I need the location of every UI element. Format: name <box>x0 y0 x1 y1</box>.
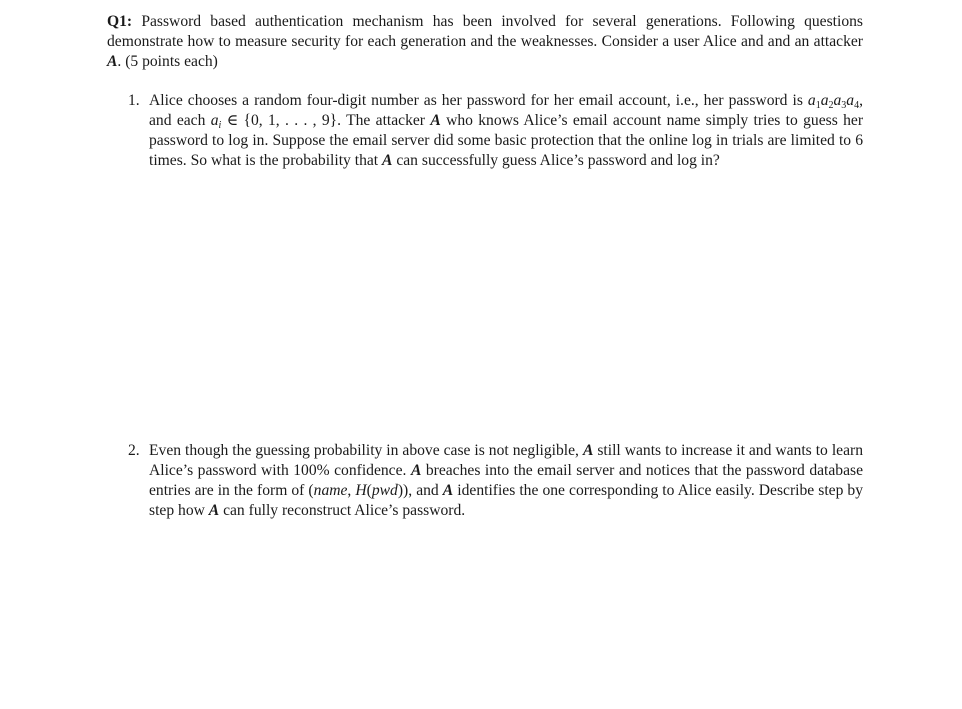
text: Alice chooses a random four-digit number as her password for her email account, i.e., her password is <box>149 92 803 109</box>
question-intro <box>107 12 863 72</box>
digit-variable <box>211 112 222 129</box>
text: . The attacker <box>337 112 425 129</box>
subscript: 3 <box>841 100 847 111</box>
var: pwd <box>371 482 398 499</box>
text: can fully reconstruct Alice’s password. <box>223 502 466 519</box>
var: a <box>833 92 842 109</box>
hash-function: H <box>355 482 367 499</box>
comma: , <box>347 482 356 499</box>
attacker-symbol: A <box>582 442 594 459</box>
question-label: Q1: <box>107 13 133 30</box>
digit-set: ∈ {0, 1, . . . , 9} <box>226 112 338 129</box>
var: a <box>846 92 855 109</box>
password-expression <box>808 92 859 109</box>
attacker-symbol: A <box>430 112 441 129</box>
subscript: 4 <box>854 100 860 111</box>
text: can successfully guess Alice’s password and log in? <box>396 152 720 169</box>
tuple-expression <box>314 482 409 499</box>
attacker-symbol: A <box>208 502 220 519</box>
question-points: . (5 points each) <box>117 53 218 70</box>
text: still wants to increase it and wants to learn Alice’s password with 100% confidence. <box>149 442 863 479</box>
paren: )) <box>397 482 409 499</box>
sub-question-2 <box>128 441 863 521</box>
attacker-symbol: A <box>442 482 454 499</box>
var: a <box>807 92 816 109</box>
sub-question-body <box>149 91 863 171</box>
subscript: i <box>218 120 222 131</box>
sub-question-body <box>149 441 863 521</box>
subscript: 1 <box>815 100 821 111</box>
attacker-symbol: A <box>382 152 393 169</box>
sub-question-number: 2. <box>128 442 140 459</box>
text: , and <box>408 482 439 499</box>
text: identifies the one corresponding to Alice easily. Describe step by step how <box>149 482 864 519</box>
var: a <box>820 92 829 109</box>
sub-question-1 <box>128 91 863 171</box>
text: Even though the guessing probability in above case is not negligible, <box>149 442 579 459</box>
sub-question-number: 1. <box>128 92 140 109</box>
text: who knows Alice’s email account name simply tries to guess her password to log in. Suppose the email server did some basic protection that the online log in trials are limited to 6 times. So what is the probability that <box>149 112 864 169</box>
text: , and each <box>149 92 863 129</box>
attacker-symbol: A <box>410 462 422 479</box>
question-intro-text: Password based authentication mechanism has been involved for several generations. Following questions demonstrate how to measure security for each generation and the weaknesses. Consider a user Alice and and an attacker <box>107 13 864 50</box>
paren: ( <box>366 482 372 499</box>
var: a <box>210 112 219 129</box>
subscript: 2 <box>828 100 834 111</box>
attacker-symbol: A <box>107 53 118 70</box>
text: breaches into the email server and notices that the password database entries are in the form of ( <box>149 462 864 499</box>
var: name <box>313 482 348 499</box>
